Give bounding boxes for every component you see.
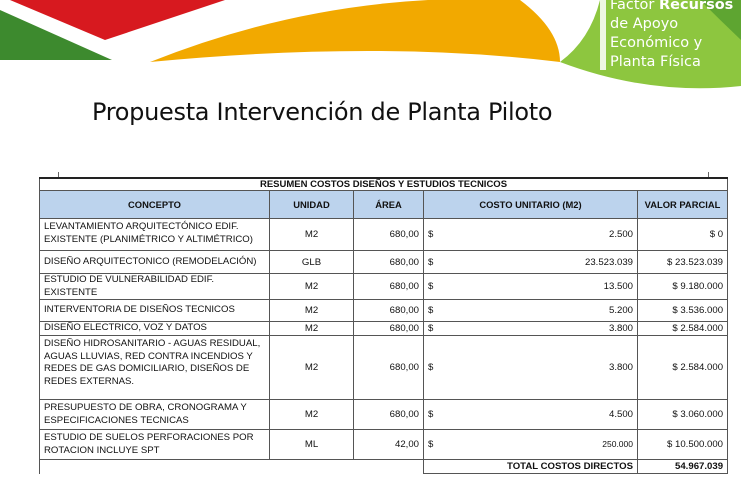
cell-area: 680,00 [354,336,424,400]
cell-concepto: INTERVENTORIA DE DISEÑOS TECNICOS [40,300,270,322]
cell-area: 42,00 [354,430,424,460]
cell-concepto: DISEÑO HIDROSANITARIO - AGUAS RESIDUAL, AGUAS LLUVIAS, RED CONTRA INCENDIOS Y REDES DE GAS DOMICILIARIO, DISEÑOS DE REDES EXTERNAS. [40,336,270,400]
header-costo-unitario: COSTO UNITARIO (M2) [424,191,638,219]
cell-costo: $ 23.523.039 [424,251,638,274]
cell-costo: $ 4.500 [424,400,638,430]
cell-concepto: PRESUPUESTO DE OBRA, CRONOGRAMA Y ESPECIFICACIONES TECNICAS [40,400,270,430]
cell-unidad: GLB [270,251,354,274]
cell-area: 680,00 [354,400,424,430]
cropped-text-line [40,478,730,486]
cell-costo: $ 2.500 [424,219,638,251]
cell-valor: $ 0 [638,219,728,251]
cell-concepto: ESTUDIO DE SUELOS PERFORACIONES POR ROTACION INCLUYE SPT [40,430,270,460]
cell-unidad: M2 [270,300,354,322]
table-caption-row [40,178,728,191]
cell-costo: $ 3.800 [424,322,638,336]
cell-unidad: M2 [270,322,354,336]
cell-unidad: M2 [270,400,354,430]
cell-area: 680,00 [354,274,424,300]
slide-title: Propuesta Intervención de Planta Piloto [92,98,553,126]
cell-valor: $ 10.500.000 [638,430,728,460]
table-caption: RESUMEN COSTOS DISEÑOS Y ESTUDIOS TECNICOS [40,178,728,191]
brand-line-2: de Apoyo [610,16,679,32]
total-value: 54.967.039 [638,460,728,474]
cell-unidad: ML [270,430,354,460]
banner-white-divider [600,0,606,70]
cell-valor: $ 3.536.000 [638,300,728,322]
total-spacer [40,460,424,474]
banner-yellow-arc [150,0,560,62]
table-row [40,251,728,274]
cell-area: 680,00 [354,300,424,322]
cell-valor: $ 9.180.000 [638,274,728,300]
brand-line-3: Económico y [610,35,703,51]
table-row [40,400,728,430]
cell-valor: $ 23.523.039 [638,251,728,274]
header-concepto: CONCEPTO [40,191,270,219]
table-row [40,274,728,300]
brand-text [610,0,733,72]
cell-valor: $ 2.584.000 [638,322,728,336]
table-row [40,219,728,251]
table-row [40,430,728,460]
table-row [40,322,728,336]
cell-unidad: M2 [270,274,354,300]
cell-area: 680,00 [354,251,424,274]
header-unidad: UNIDAD [270,191,354,219]
cell-concepto: DISEÑO ELECTRICO, VOZ Y DATOS [40,322,270,336]
header-area: ÁREA [354,191,424,219]
cell-unidad: M2 [270,219,354,251]
brand-line-4: Planta Física [610,54,701,70]
table-total-row [40,460,728,474]
header-valor-parcial: VALOR PARCIAL [638,191,728,219]
table-row [40,336,728,400]
cell-concepto: DISEÑO ARQUITECTONICO (REMODELACIÓN) [40,251,270,274]
cell-costo: $ 3.800 [424,336,638,400]
cost-summary-table [39,177,728,474]
table-header-row [40,191,728,219]
cell-unidad: M2 [270,336,354,400]
cell-area: 680,00 [354,219,424,251]
cell-costo: $ 5.200 [424,300,638,322]
cell-area: 680,00 [354,322,424,336]
cell-valor: $ 2.584.000 [638,336,728,400]
cell-costo: $ 13.500 [424,274,638,300]
table-row [40,300,728,322]
cell-costo: $ 250.000 [424,430,638,460]
cell-concepto: LEVANTAMIENTO ARQUITECTÓNICO EDIF. EXISTENTE (PLANIMÉTRICO Y ALTIMÉTRICO) [40,219,270,251]
brand-line-1: Factor Recursos [610,0,734,13]
cell-concepto: ESTUDIO DE VULNERABILIDAD EDIF. EXISTENTE [40,274,270,300]
total-label: TOTAL COSTOS DIRECTOS [424,460,638,474]
cell-valor: $ 3.060.000 [638,400,728,430]
